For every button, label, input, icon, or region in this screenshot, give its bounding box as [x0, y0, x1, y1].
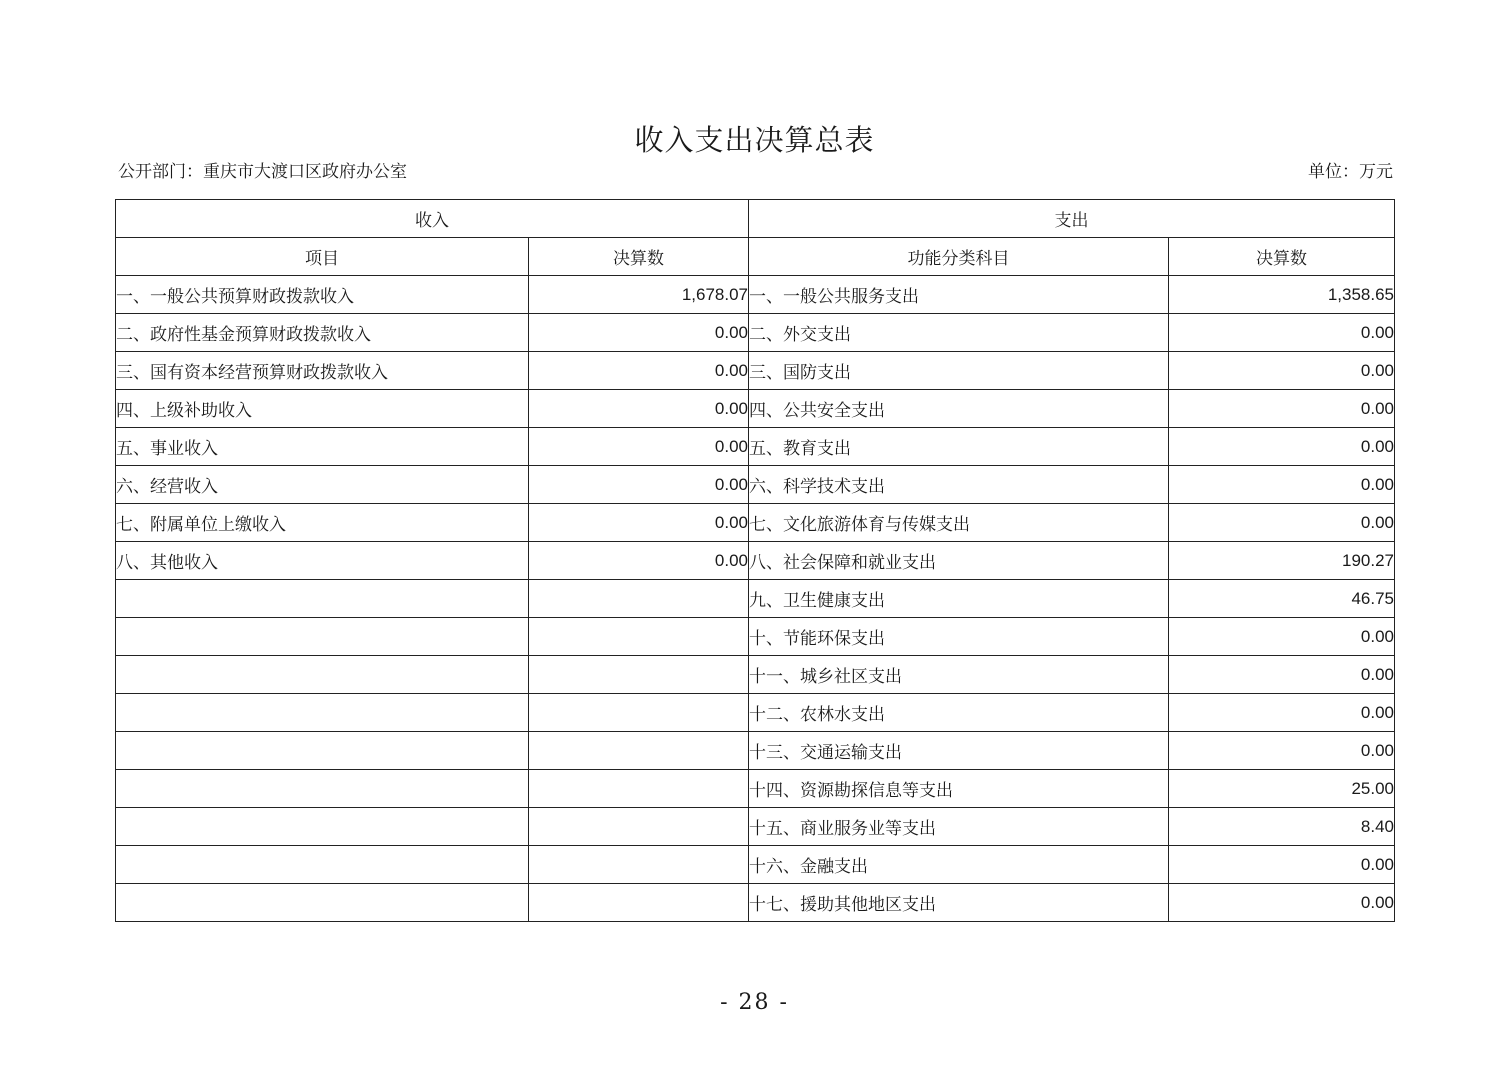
expense-amount-cell: 0.00	[1169, 390, 1395, 428]
expense-amount-cell: 0.00	[1169, 694, 1395, 732]
budget-table	[115, 199, 1395, 922]
expense-item-cell: 十七、援助其他地区支出	[749, 884, 1169, 922]
table-row	[116, 504, 1395, 542]
income-amount-cell: 0.00	[529, 466, 749, 504]
income-item-cell	[116, 580, 529, 618]
table-row	[116, 732, 1395, 770]
income-item-cell: 一、一般公共预算财政拨款收入	[116, 276, 529, 314]
income-amount-cell: 0.00	[529, 504, 749, 542]
table-row	[116, 656, 1395, 694]
expense-amount-cell: 0.00	[1169, 884, 1395, 922]
income-amount-cell	[529, 808, 749, 846]
income-amount-cell: 0.00	[529, 314, 749, 352]
income-item-cell: 三、国有资本经营预算财政拨款收入	[116, 352, 529, 390]
table-row	[116, 542, 1395, 580]
income-item-cell: 四、上级补助收入	[116, 390, 529, 428]
expense-amount-cell: 46.75	[1169, 580, 1395, 618]
expense-item-cell: 四、公共安全支出	[749, 390, 1169, 428]
unit-label: 单位：万元	[1308, 162, 1393, 182]
expense-item-cell: 九、卫生健康支出	[749, 580, 1169, 618]
income-item-cell	[116, 846, 529, 884]
expense-amount-cell: 1,358.65	[1169, 276, 1395, 314]
income-amount-cell	[529, 580, 749, 618]
department-label: 公开部门：重庆市大渡口区政府办公室	[118, 162, 407, 182]
table-row	[116, 618, 1395, 656]
expense-item-cell: 十一、城乡社区支出	[749, 656, 1169, 694]
expense-amount-cell: 0.00	[1169, 656, 1395, 694]
table-row	[116, 390, 1395, 428]
income-amount-cell	[529, 618, 749, 656]
income-item-cell: 五、事业收入	[116, 428, 529, 466]
income-item-cell	[116, 694, 529, 732]
expense-item-cell: 七、文化旅游体育与传媒支出	[749, 504, 1169, 542]
table-row	[116, 314, 1395, 352]
table-row	[116, 884, 1395, 922]
expense-item-cell: 十二、农林水支出	[749, 694, 1169, 732]
expense-amount-cell: 0.00	[1169, 846, 1395, 884]
table-column-header-row	[116, 238, 1395, 276]
expense-amount-cell: 0.00	[1169, 428, 1395, 466]
page-number: - 28 -	[720, 990, 789, 1015]
expense-amount-cell: 0.00	[1169, 314, 1395, 352]
income-item-cell: 七、附属单位上缴收入	[116, 504, 529, 542]
income-item-cell	[116, 732, 529, 770]
expense-item-cell: 三、国防支出	[749, 352, 1169, 390]
income-item-cell: 二、政府性基金预算财政拨款收入	[116, 314, 529, 352]
income-amount-cell	[529, 884, 749, 922]
expense-item-cell: 六、科学技术支出	[749, 466, 1169, 504]
page-title: 收入支出决算总表	[634, 123, 875, 157]
table-group-header-row	[116, 200, 1395, 238]
column-header-amount-expense: 决算数	[1169, 238, 1395, 276]
income-item-cell: 八、其他收入	[116, 542, 529, 580]
column-header-item: 项目	[116, 238, 529, 276]
table-row	[116, 276, 1395, 314]
table-row	[116, 428, 1395, 466]
expense-item-cell: 十六、金融支出	[749, 846, 1169, 884]
income-amount-cell	[529, 732, 749, 770]
income-amount-cell	[529, 656, 749, 694]
expense-amount-cell: 190.27	[1169, 542, 1395, 580]
expense-header: 支出	[749, 200, 1395, 238]
expense-item-cell: 十、节能环保支出	[749, 618, 1169, 656]
income-item-cell: 六、经营收入	[116, 466, 529, 504]
expense-item-cell: 二、外交支出	[749, 314, 1169, 352]
expense-item-cell: 十五、商业服务业等支出	[749, 808, 1169, 846]
expense-item-cell: 一、一般公共服务支出	[749, 276, 1169, 314]
expense-amount-cell: 0.00	[1169, 352, 1395, 390]
income-amount-cell: 0.00	[529, 390, 749, 428]
income-amount-cell: 0.00	[529, 352, 749, 390]
income-item-cell	[116, 808, 529, 846]
income-item-cell	[116, 770, 529, 808]
income-amount-cell	[529, 694, 749, 732]
expense-amount-cell: 0.00	[1169, 466, 1395, 504]
expense-amount-cell: 25.00	[1169, 770, 1395, 808]
expense-item-cell: 十四、资源勘探信息等支出	[749, 770, 1169, 808]
table-row	[116, 770, 1395, 808]
income-amount-cell	[529, 770, 749, 808]
table-row	[116, 352, 1395, 390]
income-amount-cell: 1,678.07	[529, 276, 749, 314]
column-header-function: 功能分类科目	[749, 238, 1169, 276]
table-row	[116, 694, 1395, 732]
expense-amount-cell: 0.00	[1169, 618, 1395, 656]
table-row	[116, 808, 1395, 846]
income-item-cell	[116, 656, 529, 694]
income-amount-cell: 0.00	[529, 542, 749, 580]
income-item-cell	[116, 884, 529, 922]
table-row	[116, 846, 1395, 884]
expense-item-cell: 八、社会保障和就业支出	[749, 542, 1169, 580]
expense-amount-cell: 0.00	[1169, 732, 1395, 770]
income-amount-cell	[529, 846, 749, 884]
expense-item-cell: 十三、交通运输支出	[749, 732, 1169, 770]
expense-amount-cell: 8.40	[1169, 808, 1395, 846]
expense-amount-cell: 0.00	[1169, 504, 1395, 542]
table-row	[116, 466, 1395, 504]
income-amount-cell: 0.00	[529, 428, 749, 466]
income-item-cell	[116, 618, 529, 656]
expense-item-cell: 五、教育支出	[749, 428, 1169, 466]
table-row	[116, 580, 1395, 618]
column-header-amount: 决算数	[529, 238, 749, 276]
income-header: 收入	[116, 200, 749, 238]
